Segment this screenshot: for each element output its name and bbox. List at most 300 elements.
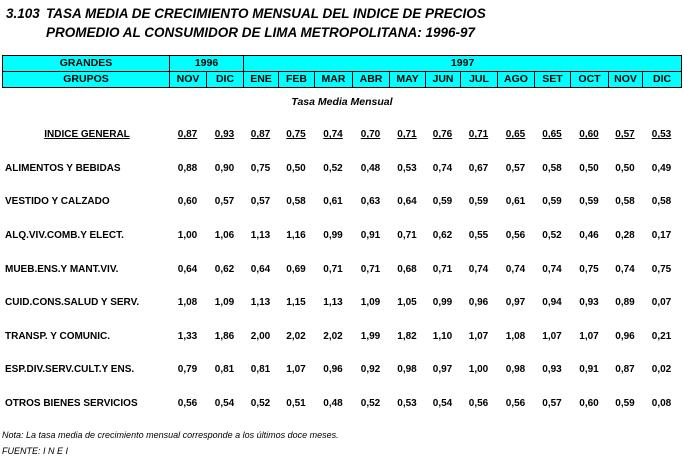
table-cell <box>243 185 278 219</box>
cell-value: 0,93 <box>579 297 599 309</box>
table-cell <box>642 118 681 152</box>
header-month: DIC <box>643 72 682 88</box>
header-month: MAR <box>315 72 353 88</box>
table-cell <box>278 252 314 286</box>
cell-value: 0,57 <box>250 196 271 208</box>
cell-value: 0,59 <box>615 398 635 410</box>
table-cell <box>460 387 497 421</box>
table-cell <box>278 286 314 320</box>
cell-value: 0,49 <box>651 162 672 174</box>
source-note: FUENTE: I N E I <box>2 446 69 456</box>
table-cell <box>169 387 206 421</box>
table-cell <box>169 152 206 186</box>
cell-value: 0,53 <box>397 398 417 410</box>
table-cell <box>352 320 389 354</box>
table-cell <box>608 118 642 152</box>
table-number: 3.103 <box>6 6 40 21</box>
table-cell <box>497 387 534 421</box>
table-cell <box>570 152 608 186</box>
table-cell <box>608 286 642 320</box>
cell-value: 0,58 <box>651 196 672 208</box>
table-cell <box>352 252 389 286</box>
cell-value: 0,64 <box>177 263 198 275</box>
table-cell <box>642 219 681 253</box>
table-cell <box>425 252 460 286</box>
header-month: JUL <box>461 72 498 88</box>
cell-value: 2,00 <box>250 330 271 342</box>
table-cell <box>460 286 497 320</box>
table-cell <box>608 185 642 219</box>
table-cell <box>460 152 497 186</box>
cell-value: 0,71 <box>360 263 381 275</box>
row-label-text: INDICE GENERAL <box>44 129 130 141</box>
table-cell <box>169 118 206 152</box>
table-cell <box>570 118 608 152</box>
table-cell <box>278 320 314 354</box>
cell-value: 0,75 <box>286 129 306 141</box>
table-cell <box>534 252 570 286</box>
cell-value: 0,54 <box>432 398 453 410</box>
table-cell <box>497 320 534 354</box>
cell-value: 0,96 <box>468 297 489 309</box>
table-cell <box>389 219 425 253</box>
table-cell <box>534 320 570 354</box>
cell-value: 0,71 <box>397 129 417 141</box>
table-cell <box>608 152 642 186</box>
header-month: MAY <box>390 72 426 88</box>
table-cell <box>534 387 570 421</box>
table-cell <box>352 185 389 219</box>
cell-value: 0,61 <box>323 196 343 208</box>
table-cell <box>243 152 278 186</box>
cell-value: 1,13 <box>250 230 271 242</box>
cell-value: 0,91 <box>579 364 599 376</box>
cell-value: 0,54 <box>214 398 235 410</box>
cell-value: 0,96 <box>323 364 343 376</box>
cell-value: 0,91 <box>360 230 381 242</box>
cell-value: 1,33 <box>177 330 198 342</box>
table-cell <box>497 252 534 286</box>
cell-value: 1,00 <box>177 230 198 242</box>
cell-value: 0,74 <box>615 263 635 275</box>
cell-value: 0,52 <box>542 230 562 242</box>
table-cell <box>425 353 460 387</box>
table-cell <box>243 320 278 354</box>
table-cell <box>169 286 206 320</box>
cell-value: 1,10 <box>432 330 453 342</box>
table-cell <box>278 152 314 186</box>
table-cell <box>497 286 534 320</box>
table-cell <box>243 219 278 253</box>
cell-value: 0,94 <box>542 297 562 309</box>
header-year-1996: 1996 <box>170 56 244 72</box>
cell-value: 0,58 <box>542 162 562 174</box>
cell-value: 0,89 <box>615 297 635 309</box>
header-month: AGO <box>498 72 535 88</box>
row-label-text: VESTIDO Y CALZADO <box>5 196 110 208</box>
table-cell <box>389 387 425 421</box>
cell-value: 0,98 <box>505 364 526 376</box>
cell-value: 1,09 <box>360 297 381 309</box>
table-cell <box>460 252 497 286</box>
table-cell <box>497 219 534 253</box>
cell-value: 1,82 <box>397 330 417 342</box>
table-cell <box>314 353 352 387</box>
row-label <box>2 320 169 354</box>
table-cell <box>642 152 681 186</box>
table-cell <box>206 320 243 354</box>
table-row <box>2 185 681 219</box>
cell-value: 0,58 <box>615 196 635 208</box>
cell-value: 0,52 <box>323 162 343 174</box>
table-cell <box>352 219 389 253</box>
header-month: NOV <box>170 72 207 88</box>
table-cell <box>314 387 352 421</box>
table-cell <box>389 118 425 152</box>
table-cell <box>243 286 278 320</box>
cell-value: 0,21 <box>651 330 672 342</box>
table-cell <box>206 353 243 387</box>
cell-value: 0,50 <box>579 162 599 174</box>
cell-value: 0,71 <box>397 230 417 242</box>
header-month: ABR <box>353 72 390 88</box>
table-cell <box>642 185 681 219</box>
cell-value: 0,17 <box>651 230 672 242</box>
table-cell <box>642 353 681 387</box>
cell-value: 1,13 <box>250 297 271 309</box>
cell-value: 0,55 <box>468 230 489 242</box>
cell-value: 1,07 <box>579 330 599 342</box>
cell-value: 0,60 <box>579 398 599 410</box>
cell-value: 0,96 <box>615 330 635 342</box>
cell-value: 1,08 <box>177 297 198 309</box>
table-cell <box>278 219 314 253</box>
cell-value: 0,64 <box>250 263 271 275</box>
cell-value: 0,58 <box>286 196 306 208</box>
table-cell <box>570 320 608 354</box>
table-cell <box>389 152 425 186</box>
table-cell <box>570 286 608 320</box>
table-cell <box>460 320 497 354</box>
cell-value: 0,53 <box>651 129 672 141</box>
cell-value: 0,97 <box>505 297 526 309</box>
cell-value: 0,64 <box>397 196 417 208</box>
cell-value: 0,98 <box>397 364 417 376</box>
data-table <box>2 118 681 420</box>
table-cell <box>169 252 206 286</box>
header-month: JUN <box>426 72 461 88</box>
table-cell <box>534 353 570 387</box>
header-month: FEB <box>279 72 315 88</box>
cell-value: 0,68 <box>397 263 417 275</box>
cell-value: 0,62 <box>432 230 453 242</box>
table-cell <box>206 252 243 286</box>
cell-value: 0,02 <box>651 364 672 376</box>
table-cell <box>570 353 608 387</box>
cell-value: 0,08 <box>651 398 672 410</box>
table-cell <box>497 118 534 152</box>
table-cell <box>642 286 681 320</box>
table-cell <box>206 185 243 219</box>
header-month: DIC <box>207 72 244 88</box>
row-label <box>2 387 169 421</box>
cell-value: 0,76 <box>432 129 453 141</box>
cell-value: 1,09 <box>214 297 235 309</box>
cell-value: 0,60 <box>177 196 198 208</box>
header-month: NOV <box>609 72 643 88</box>
table-cell <box>534 219 570 253</box>
cell-value: 1,00 <box>468 364 489 376</box>
cell-value: 0,87 <box>177 129 198 141</box>
row-label <box>2 219 169 253</box>
table-row <box>2 219 681 253</box>
row-label-text: ALQ.VIV.COMB.Y ELECT. <box>5 230 124 242</box>
table-row <box>2 252 681 286</box>
cell-value: 0,88 <box>177 162 198 174</box>
cell-value: 0,56 <box>468 398 489 410</box>
cell-value: 0,50 <box>286 162 306 174</box>
table-cell <box>460 185 497 219</box>
table-cell <box>608 387 642 421</box>
table-cell <box>278 185 314 219</box>
row-label <box>2 152 169 186</box>
table-row <box>2 152 681 186</box>
cell-value: 0,97 <box>432 364 453 376</box>
cell-value: 1,07 <box>468 330 489 342</box>
cell-value: 1,15 <box>286 297 306 309</box>
cell-value: 0,75 <box>579 263 599 275</box>
cell-value: 0,74 <box>505 263 526 275</box>
table-cell <box>608 219 642 253</box>
table-cell <box>314 118 352 152</box>
row-label <box>2 286 169 320</box>
table-row <box>2 118 681 152</box>
table-cell <box>243 252 278 286</box>
cell-value: 0,79 <box>177 364 198 376</box>
cell-value: 1,16 <box>286 230 306 242</box>
table-cell <box>497 353 534 387</box>
cell-value: 0,56 <box>177 398 198 410</box>
table-cell <box>425 320 460 354</box>
cell-value: 0,99 <box>323 230 343 242</box>
cell-value: 0,60 <box>579 129 599 141</box>
cell-value: 1,86 <box>214 330 235 342</box>
cell-value: 0,63 <box>360 196 381 208</box>
cell-value: 0,59 <box>579 196 599 208</box>
table-row <box>2 353 681 387</box>
footnote: Nota: La tasa media de crecimiento mensual corresponde a los últimos doce meses. <box>2 430 339 440</box>
row-label-text: ALIMENTOS Y BEBIDAS <box>5 162 121 174</box>
table-cell <box>314 252 352 286</box>
table-cell <box>642 252 681 286</box>
cell-value: 0,75 <box>651 263 672 275</box>
cell-value: 0,71 <box>468 129 489 141</box>
table-cell <box>243 353 278 387</box>
title-line-2: PROMEDIO AL CONSUMIDOR DE LIMA METROPOLITANA: 1996-97 <box>46 25 476 40</box>
cell-value: 2,02 <box>323 330 343 342</box>
cell-value: 0,51 <box>286 398 306 410</box>
cell-value: 0,99 <box>432 297 453 309</box>
header-month: ENE <box>244 72 279 88</box>
cell-value: 0,75 <box>250 162 271 174</box>
cell-value: 0,81 <box>250 364 271 376</box>
table-cell <box>608 252 642 286</box>
cell-value: 0,65 <box>505 129 526 141</box>
cell-value: 0,56 <box>505 398 526 410</box>
cell-value: 0,57 <box>542 398 562 410</box>
cell-value: 0,81 <box>214 364 235 376</box>
table-cell <box>352 118 389 152</box>
row-label <box>2 185 169 219</box>
table-cell <box>570 387 608 421</box>
table-cell <box>314 185 352 219</box>
table-cell <box>534 118 570 152</box>
table-cell <box>389 252 425 286</box>
table-row <box>2 387 681 421</box>
table-cell <box>206 152 243 186</box>
cell-value: 0,87 <box>250 129 271 141</box>
cell-value: 0,57 <box>505 162 526 174</box>
table-cell <box>278 387 314 421</box>
header-grupos: GRUPOS <box>3 72 170 88</box>
title-line-1: 3.103 TASA MEDIA DE CRECIMIENTO MENSUAL DEL INDICE DE PRECIOS <box>6 6 486 21</box>
cell-value: 0,65 <box>542 129 562 141</box>
cell-value: 0,74 <box>542 263 562 275</box>
cell-value: 0,71 <box>323 263 343 275</box>
table-cell <box>534 286 570 320</box>
cell-value: 0,07 <box>651 297 672 309</box>
header-year-1997: 1997 <box>244 56 682 72</box>
table-cell <box>314 219 352 253</box>
table-cell <box>425 219 460 253</box>
cell-value: 0,48 <box>360 162 381 174</box>
row-label-text: TRANSP. Y COMUNIC. <box>5 330 111 342</box>
row-label <box>2 118 169 152</box>
table-cell <box>570 252 608 286</box>
table-cell <box>243 387 278 421</box>
table-header <box>2 55 682 88</box>
cell-value: 0,71 <box>432 263 453 275</box>
cell-value: 0,52 <box>360 398 381 410</box>
table-cell <box>169 353 206 387</box>
table-cell <box>425 387 460 421</box>
row-label-text: ESP.DIV.SERV.CULT.Y ENS. <box>5 364 135 376</box>
cell-value: 0,74 <box>468 263 489 275</box>
table-cell <box>642 387 681 421</box>
table-cell <box>608 320 642 354</box>
cell-value: 0,50 <box>615 162 635 174</box>
cell-value: 1,99 <box>360 330 381 342</box>
cell-value: 1,13 <box>323 297 343 309</box>
table-cell <box>570 219 608 253</box>
table-cell <box>352 152 389 186</box>
table-cell <box>352 353 389 387</box>
cell-value: 0,87 <box>615 364 635 376</box>
cell-value: 1,08 <box>505 330 526 342</box>
cell-value: 1,07 <box>542 330 562 342</box>
cell-value: 0,69 <box>286 263 306 275</box>
row-label <box>2 252 169 286</box>
row-label <box>2 353 169 387</box>
table-row <box>2 320 681 354</box>
table-cell <box>169 185 206 219</box>
cell-value: 0,67 <box>468 162 489 174</box>
cell-value: 0,90 <box>214 162 235 174</box>
table-cell <box>206 387 243 421</box>
table-cell <box>389 353 425 387</box>
table-cell <box>425 286 460 320</box>
page-title <box>6 4 486 42</box>
table-cell <box>497 185 534 219</box>
table-row <box>2 286 681 320</box>
table-cell <box>278 353 314 387</box>
cell-value: 0,92 <box>360 364 381 376</box>
table-cell <box>425 152 460 186</box>
cell-value: 0,70 <box>360 129 381 141</box>
table-cell <box>206 219 243 253</box>
table-cell <box>169 320 206 354</box>
header-grandes: GRANDES <box>3 56 170 72</box>
table-cell <box>314 320 352 354</box>
cell-value: 2,02 <box>286 330 306 342</box>
table-cell <box>389 286 425 320</box>
cell-value: 0,62 <box>214 263 235 275</box>
cell-value: 0,59 <box>432 196 453 208</box>
cell-value: 0,61 <box>505 196 526 208</box>
table-cell <box>425 118 460 152</box>
cell-value: 0,74 <box>323 129 343 141</box>
table-cell <box>314 152 352 186</box>
table-cell <box>243 118 278 152</box>
cell-value: 1,07 <box>286 364 306 376</box>
cell-value: 0,93 <box>214 129 235 141</box>
header-month: OCT <box>571 72 609 88</box>
table-cell <box>352 286 389 320</box>
row-label-text: OTROS BIENES SERVICIOS <box>5 398 138 410</box>
table-cell <box>278 118 314 152</box>
cell-value: 1,05 <box>397 297 417 309</box>
table-cell <box>169 219 206 253</box>
table-subtitle: Tasa Media Mensual <box>291 96 393 108</box>
cell-value: 0,53 <box>397 162 417 174</box>
table-cell <box>534 185 570 219</box>
row-label-text: CUID.CONS.SALUD Y SERV. <box>5 297 140 309</box>
cell-value: 0,56 <box>505 230 526 242</box>
cell-value: 0,57 <box>214 196 235 208</box>
table-cell <box>460 118 497 152</box>
table-cell <box>570 185 608 219</box>
cell-value: 0,93 <box>542 364 562 376</box>
table-cell <box>425 185 460 219</box>
cell-value: 0,52 <box>250 398 271 410</box>
row-label-text: MUEB.ENS.Y MANT.VIV. <box>5 263 119 275</box>
table-cell <box>497 152 534 186</box>
table-cell <box>642 320 681 354</box>
cell-value: 0,57 <box>615 129 635 141</box>
table-cell <box>608 353 642 387</box>
table-cell <box>314 286 352 320</box>
cell-value: 0,59 <box>468 196 489 208</box>
table-cell <box>206 118 243 152</box>
header-month: SET <box>535 72 571 88</box>
cell-value: 0,28 <box>615 230 635 242</box>
table-cell <box>460 219 497 253</box>
table-cell <box>460 353 497 387</box>
table-cell <box>389 185 425 219</box>
cell-value: 0,74 <box>432 162 453 174</box>
table-cell <box>206 286 243 320</box>
table-cell <box>352 387 389 421</box>
